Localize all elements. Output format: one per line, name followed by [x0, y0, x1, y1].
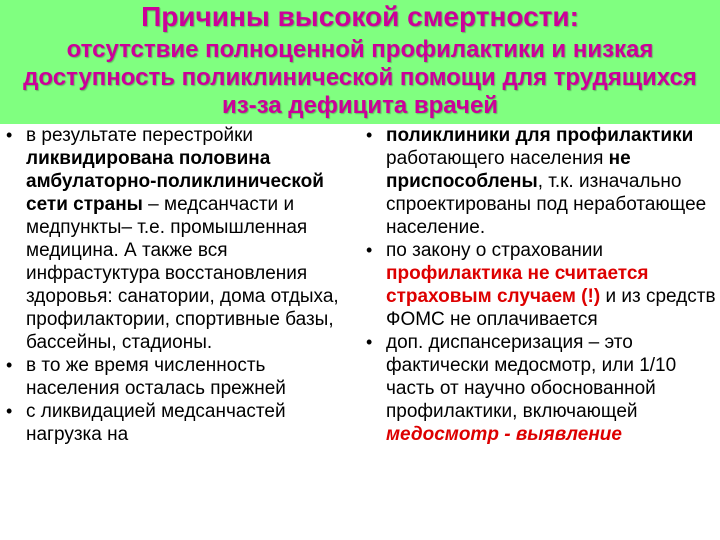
bullet-icon: • [366, 332, 373, 352]
item-text-bold: не приспособлены [386, 148, 631, 192]
header-banner [0, 0, 720, 124]
item-text: по закону о страховании [386, 240, 603, 261]
item-text: с ликвидацией медсанчастей нагрузка на [26, 401, 286, 445]
bullet-icon: • [366, 240, 373, 260]
item-text-highlight: профилактика не считается страховым случаем (!) [386, 263, 649, 307]
slide-title: Причины высокой смертности: [141, 1, 579, 32]
item-text: работающего населения [386, 148, 609, 169]
item-text: , т.к. изначально спроектированы под неработающее население. [386, 171, 707, 238]
item-text-bold: поликлиники для профилактики [386, 125, 694, 146]
bullet-item [6, 354, 356, 400]
bullet-icon: • [6, 125, 13, 145]
bullet-item [6, 400, 356, 446]
item-text: в то же время численность населения осталась прежней [26, 355, 286, 399]
item-text: доп. диспансеризация – это фактически медосмотр, или 1/10 часть от научно обоснованной профилактики, включающей [386, 332, 677, 422]
bullet-item [366, 239, 716, 331]
item-text-bold: ликвидирована половина амбулаторно-поликлинической сети страны [26, 148, 324, 215]
bullet-icon: • [6, 401, 13, 421]
right-column [366, 124, 716, 446]
item-text: в результате перестройки [26, 125, 254, 146]
item-text: – медсанчасти и медпункты– т.е. промышленная медицина. А также вся инфрастуктура восстановления здоровья: санатории, дома отдыха, профилактории, спортивные базы, бассейны, стадионы. [26, 194, 339, 353]
item-text: и из средств ФОМС не оплачивается [386, 286, 716, 330]
bullet-icon: • [6, 355, 13, 375]
bullet-icon: • [366, 125, 373, 145]
bullet-item [366, 124, 716, 239]
bullet-item [6, 124, 356, 354]
left-column [6, 124, 356, 446]
bullet-item [366, 331, 716, 446]
item-text-highlight: медосмотр - выявление [386, 424, 622, 445]
slide-subtitle: отсутствие полноценной профилактики и низкая доступность поликлинической помощи для трудящихся из-за дефицита врачей [23, 36, 697, 119]
